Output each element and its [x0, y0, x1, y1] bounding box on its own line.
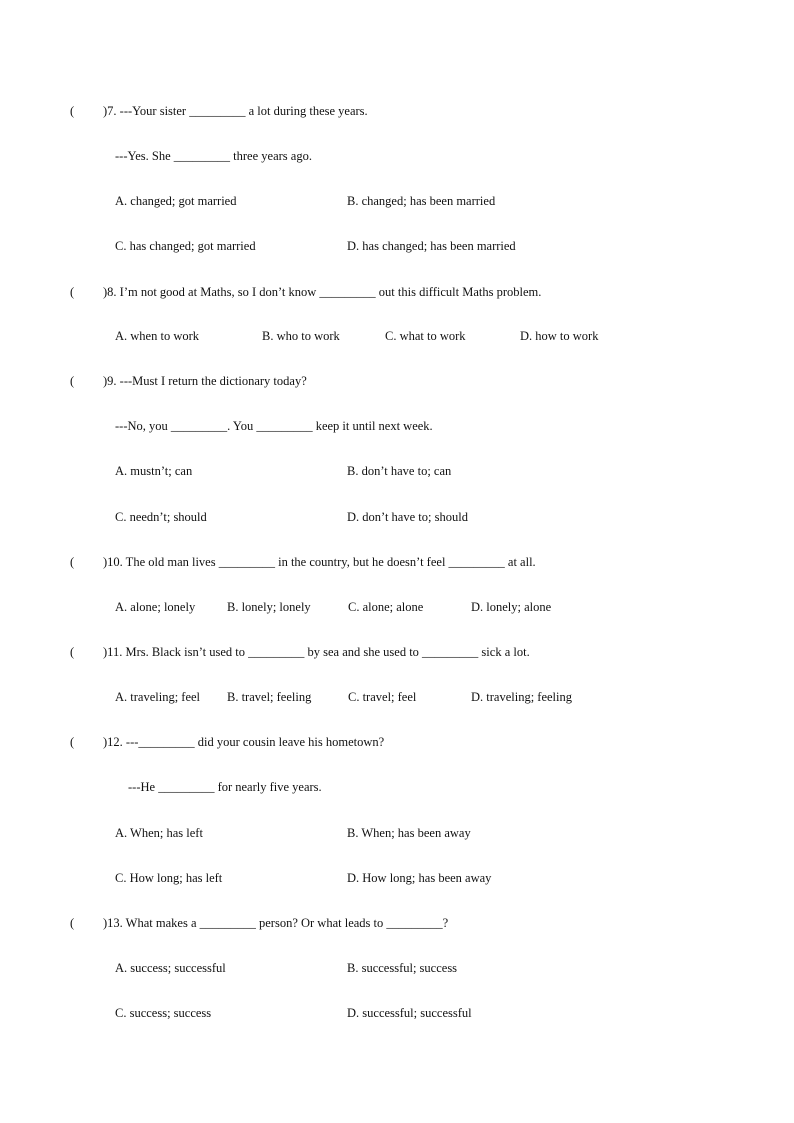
question-8-option-d: D. how to work [520, 329, 599, 343]
question-11-option-d: D. traveling; feeling [471, 690, 573, 704]
question-13-option-d: D. successful; successful [347, 1006, 472, 1020]
question-13-option-b: B. successful; success [347, 961, 458, 975]
question-9-stem: )9. ---Must I return the dictionary today? [103, 374, 307, 388]
question-12-option-c: C. How long; has left [115, 871, 223, 885]
question-13-stem: )13. What makes a _________ person? Or what leads to _________? [103, 916, 449, 930]
question-11-option-a: A. traveling; feel [115, 690, 201, 704]
question-12-option-b: B. When; has been away [347, 826, 471, 840]
question-7-option-a: A. changed; got married [115, 194, 237, 208]
question-10-stem: )10. The old man lives _________ in the country, but he doesn’t feel _________ at all. [103, 555, 536, 569]
question-12-stem: )12. ---_________ did your cousin leave his hometown? [103, 735, 385, 749]
question-10-option-a: A. alone; lonely [115, 600, 196, 614]
question-10-option-b: B. lonely; lonely [227, 600, 311, 614]
question-9-option-b: B. don’t have to; can [347, 464, 452, 478]
question-13-option-c: C. success; success [115, 1006, 212, 1020]
answer-paren: ( [70, 555, 75, 569]
question-11-option-b: B. travel; feeling [227, 690, 312, 704]
question-10-option-d: D. lonely; alone [471, 600, 552, 614]
answer-paren: ( [70, 285, 75, 299]
question-9-option-d: D. don’t have to; should [347, 510, 468, 524]
answer-paren: ( [70, 645, 75, 659]
question-12-option-d: D. How long; has been away [347, 871, 492, 885]
question-8-option-c: C. what to work [385, 329, 466, 343]
answer-paren: ( [70, 916, 75, 930]
question-7-dialogue: ---Yes. She _________ three years ago. [115, 149, 312, 163]
question-11-option-c: C. travel; feel [348, 690, 417, 704]
answer-paren: ( [70, 735, 75, 749]
question-7-option-b: B. changed; has been married [347, 194, 496, 208]
answer-paren: ( [70, 104, 75, 118]
question-13-option-a: A. success; successful [115, 961, 226, 975]
question-12-dialogue: ---He _________ for nearly five years. [128, 780, 322, 794]
question-8-option-a: A. when to work [115, 329, 200, 343]
question-9-dialogue: ---No, you _________. You _________ keep it until next week. [115, 419, 433, 433]
question-9-option-a: A. mustn’t; can [115, 464, 193, 478]
question-7-stem: )7. ---Your sister _________ a lot during these years. [103, 104, 368, 118]
question-12-option-a: A. When; has left [115, 826, 203, 840]
question-11-stem: )11. Mrs. Black isn’t used to _________ by sea and she used to _________ sick a lot. [103, 645, 530, 659]
question-8-stem: )8. I’m not good at Maths, so I don’t know _________ out this difficult Maths problem. [103, 285, 542, 299]
question-7-option-c: C. has changed; got married [115, 239, 256, 253]
question-8-option-b: B. who to work [262, 329, 340, 343]
question-7-option-d: D. has changed; has been married [347, 239, 516, 253]
question-10-option-c: C. alone; alone [348, 600, 424, 614]
question-9-option-c: C. needn’t; should [115, 510, 207, 524]
answer-paren: ( [70, 374, 75, 388]
